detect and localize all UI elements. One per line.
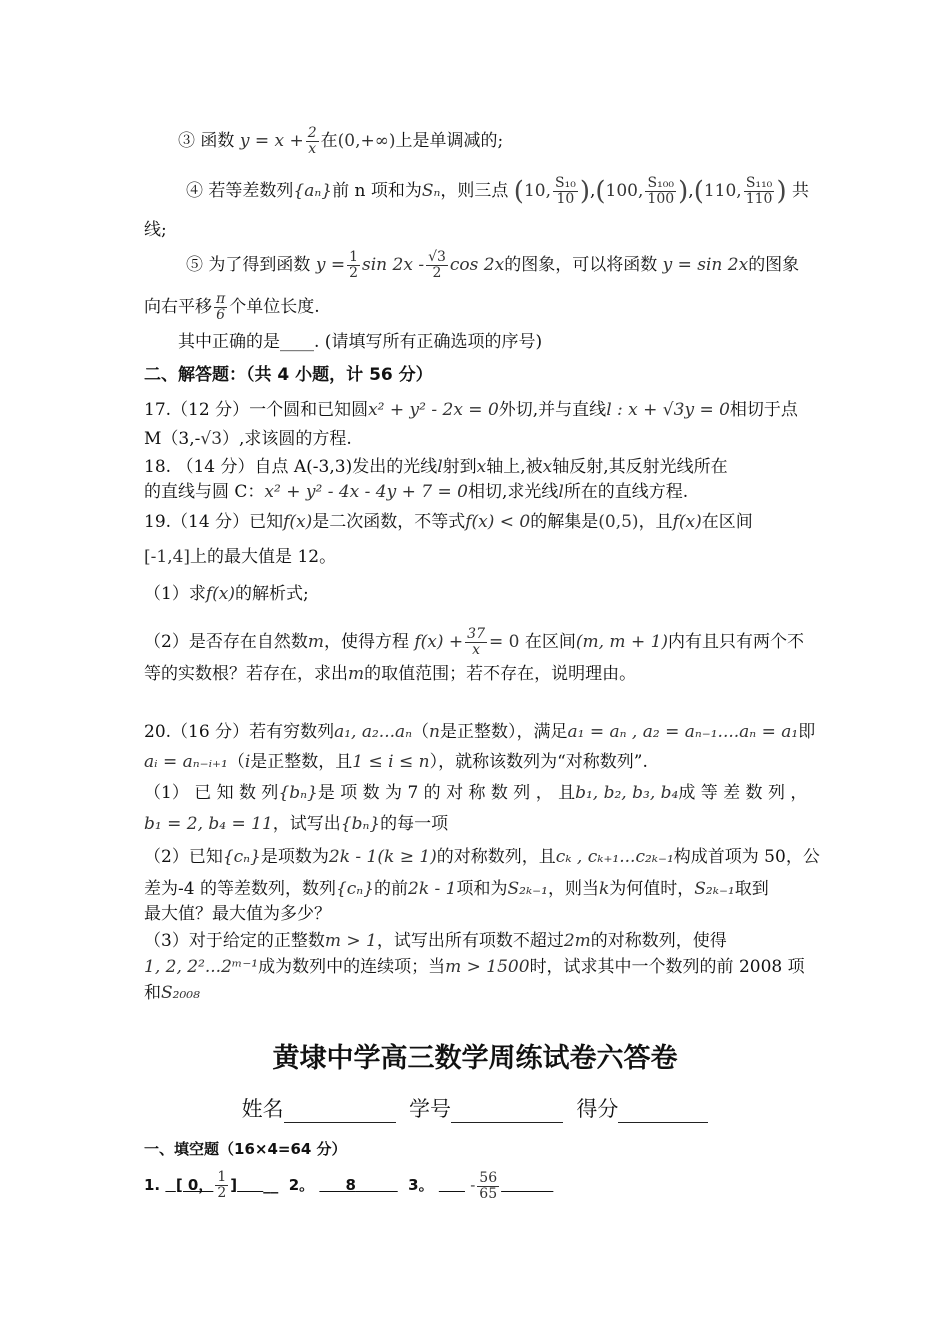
text: 相切于点 — [729, 400, 798, 420]
text: 的图象 — [748, 255, 800, 275]
text: ，试写出所有项数不超过 — [376, 931, 564, 951]
formula: a₁, a₂...aₙ — [334, 722, 413, 742]
text: ，且 — [638, 512, 673, 532]
statement-4-continued — [0, 218, 950, 242]
question-20-part-3 — [0, 929, 950, 953]
formula: aᵢ = aₙ₋ᵢ₊₁ — [144, 752, 228, 772]
text: 上的最大值是 12。 — [190, 547, 337, 567]
text: ，使得方程 — [323, 632, 409, 652]
text: 的前 — [374, 879, 409, 899]
text: （ — [412, 722, 430, 742]
interval: (0,+∞) — [337, 131, 396, 151]
question-20-part-1-continued — [0, 812, 950, 836]
text: 18. （14 分）自点 A(-3,3)发出的光线 — [144, 457, 438, 477]
text: ，则三点 — [440, 181, 509, 201]
point-2-x: 100, — [605, 181, 644, 201]
answer-3-label: 3。 — [408, 1176, 434, 1194]
text: ）,求该圆的方程. — [222, 429, 352, 449]
text: 轴上,被 — [486, 457, 543, 477]
formula: cₖ , cₖ₊₁...c₂ₖ₋₁ — [555, 847, 674, 867]
formula: m > 1 — [324, 931, 377, 951]
point-1-fraction: $\frac{\text{S₁₀}}{10}$ — [555, 175, 576, 207]
text: （2）是否存在自然数 — [144, 632, 308, 652]
symbol: l — [558, 482, 564, 502]
text: （ — [227, 752, 245, 772]
formula: (0,5) — [598, 512, 639, 532]
question-19-part-1 — [0, 582, 950, 606]
text: 的直线与圆 C： — [144, 482, 265, 502]
answer-2-label: 2。 — [288, 1176, 315, 1194]
symbol: m — [307, 632, 324, 652]
question-19-continued — [0, 545, 950, 569]
formula: f(x) — [205, 584, 235, 604]
fraction: $\frac{1}{2}$ — [349, 249, 358, 281]
formula: S₂ₖ₋₁ — [507, 879, 548, 899]
fraction: $\frac{2}{x}$ — [307, 125, 317, 157]
text: 线; — [144, 220, 167, 240]
symbol: l — [437, 457, 443, 477]
question-20-part-3-continued — [0, 955, 950, 979]
text: 的对称数列，且 — [436, 847, 556, 867]
symbol: n — [429, 722, 440, 742]
score-label: 得分 — [576, 1097, 619, 1121]
text: 的取值范围；若不存在，说明理由。 — [364, 664, 637, 684]
text: 的对称数列，使得 — [590, 931, 727, 951]
student-id-field[interactable] — [451, 1102, 563, 1123]
text: 20.（16 分）若有穷数列 — [144, 722, 335, 742]
point-2-fraction: $\frac{\text{S₁₀₀}}{100}$ — [647, 175, 675, 207]
text: 19.（14 分）已知 — [144, 512, 284, 532]
text: 为何值时， — [609, 879, 695, 899]
text: 的每一项 — [380, 814, 449, 834]
text: 差为-4 的等差数列，数列 — [144, 879, 336, 899]
formula: 2k - 1 — [408, 879, 457, 899]
question-19 — [0, 510, 950, 534]
formula: 2m — [563, 931, 591, 951]
point-3-fraction: $\frac{\text{S₁₁₀}}{110}$ — [745, 175, 773, 207]
formula: 1 ≤ i ≤ n — [352, 752, 430, 772]
text: 是项数为 — [260, 847, 329, 867]
symbol: m — [348, 664, 365, 684]
answer-1-label: 1. — [144, 1176, 161, 1194]
text: （3）对于给定的正整数 — [144, 931, 325, 951]
formula: {cₙ} — [222, 847, 261, 867]
radical: √3 — [200, 429, 223, 449]
question-19-part-2 — [0, 627, 950, 658]
text: 向右平移 — [144, 297, 212, 317]
text: 和 — [144, 983, 161, 1003]
question-17-continued — [0, 427, 950, 451]
formula: {cₙ} — [335, 879, 375, 899]
statement-3-label: ③ 函数 — [178, 131, 235, 151]
id-label: 学号 — [409, 1097, 451, 1121]
student-info-row — [0, 1093, 950, 1123]
formula: f(x) — [283, 512, 313, 532]
formula: b₁, b₂, b₃, b₄ — [575, 783, 679, 803]
text: 构成首项为 50，公 — [673, 847, 820, 867]
question-18 — [0, 455, 950, 479]
symbol: k — [598, 879, 610, 899]
formula: = 0 — [488, 632, 520, 652]
question-20-part-3-end — [0, 981, 950, 1005]
text: 取到 — [734, 879, 769, 899]
text: 所在的直线方程. — [563, 482, 689, 502]
text: 前 n 项和为 — [332, 181, 422, 201]
text: 在区间 — [701, 512, 753, 532]
text: M（3,- — [144, 429, 201, 449]
formula: {bₙ} — [340, 814, 381, 834]
text: （2）已知 — [144, 847, 223, 867]
sequence: {aₙ} — [293, 181, 333, 201]
fraction: $\frac{√3}{2}$ — [428, 249, 446, 281]
line-equation: l : x + √3y = 0 — [606, 400, 730, 420]
formula: y = x + — [239, 131, 304, 151]
text: 项和为 — [456, 879, 508, 899]
formula: y = — [315, 255, 346, 275]
text: 成为数列中的连续项；当 — [258, 957, 446, 977]
text: 是 项 数 为 7 的 对 称 数 列 ， 且 — [317, 783, 576, 803]
formula: (m, m + 1) — [575, 632, 669, 652]
text: 在 — [320, 131, 338, 151]
section-heading-fill-in: 一、填空题（16×4=64 分） — [144, 1140, 347, 1158]
question-20 — [0, 720, 950, 744]
question-20-part-2 — [0, 845, 950, 869]
text: （1）求 — [144, 584, 206, 604]
fraction: $\frac{37}{x}$ — [467, 626, 485, 658]
question-19-part-2-continued — [0, 662, 950, 686]
text: ，试写出 — [272, 814, 341, 834]
formula: 2k - 1(k ≥ 1) — [328, 847, 437, 867]
answer-2: 8 — [345, 1176, 356, 1194]
section-heading: 二、解答题：（共 4 小题，计 56 分） — [144, 365, 433, 385]
circle-equation: x² + y² - 2x = 0 — [368, 400, 499, 420]
text: 是正整数，且 — [250, 752, 353, 772]
circle-equation: x² + y² - 4x - 4y + 7 = 0 — [264, 482, 468, 502]
formula: y = sin 2x — [662, 255, 749, 275]
fill-prompt: 其中正确的是____. (请填写所有正确选项的序号) — [178, 332, 543, 352]
answer-3-blank — [439, 1176, 465, 1194]
text: 轴反射,其反射光线所在 — [552, 457, 728, 477]
point-3-x: 110, — [703, 181, 742, 201]
answer-1: [ 0， $\frac{1}{2}$ ] — [175, 1169, 238, 1201]
text: 射到 — [442, 457, 477, 477]
formula: m > 1500 — [445, 957, 530, 977]
formula: f(x) — [672, 512, 702, 532]
text: 的图象，可以将函数 — [504, 255, 658, 275]
text: 个单位长度. — [229, 297, 320, 317]
statement-5 — [0, 250, 950, 281]
formula: f(x) < 0 — [465, 512, 531, 532]
formula: S₂ₖ₋₁ — [694, 879, 735, 899]
text: 上是单调减的; — [395, 131, 504, 151]
statement-5-continued — [0, 292, 950, 323]
text: ，则当 — [547, 879, 599, 899]
answers-row: 1. [ 0， $\frac{1}{2}$ ] __ 2。 8 3。 - $\frac{56}{65}$ — [0, 1170, 950, 1202]
text: 的解集是 — [530, 512, 599, 532]
question-20-continued — [0, 750, 950, 774]
question-20-part-2-end: 最大值？最大值为多少？ — [144, 904, 331, 924]
formula: cos 2x — [449, 255, 505, 275]
symbol: x — [542, 457, 553, 477]
question-17 — [0, 398, 950, 422]
text: 等的实数根？若存在，求出 — [144, 664, 348, 684]
statement-3 — [0, 126, 950, 157]
fraction: $\frac{\pi}{6}$ — [216, 291, 226, 323]
symbol: i — [244, 752, 251, 772]
statement-5-label: ⑤ 为了得到函数 — [186, 255, 311, 275]
question-20-part-1 — [0, 781, 950, 805]
text: 即 — [798, 722, 816, 742]
point-1-x: 10, — [523, 181, 551, 201]
text: 17.（12 分）一个圆和已知圆 — [144, 400, 369, 420]
question-20-part-2-continued — [0, 877, 950, 901]
text: 是正整数），满足 — [439, 722, 568, 742]
text: 外切,并与直线 — [498, 400, 607, 420]
statement-4: ④ 若等差数列{aₙ}前 n 项和为Sₙ，则三点 (10, $\frac{\text{S₁₀}}{10}$ ),(100, $\frac{\text{S₁₀₀}}{100}$ ),(110, $\frac{\text{S₁₁₀}}{110}$ ) 共 — [186, 175, 810, 207]
formula: f(x) + — [414, 632, 464, 652]
score-field[interactable] — [618, 1102, 708, 1123]
symbol: x — [476, 457, 487, 477]
text: 在区间 — [524, 632, 576, 652]
statement-4-label: ④ 若等差数列 — [186, 181, 294, 201]
text: 是二次函数，不等式 — [312, 512, 466, 532]
name-field[interactable] — [284, 1102, 396, 1123]
formula: {bₙ} — [278, 783, 318, 803]
text: 共 — [792, 181, 810, 201]
answer-3: - $\frac{56}{65}$ — [470, 1169, 498, 1202]
text: （1） 已 知 数 列 — [144, 783, 279, 803]
text: 成 等 差 数 列 ， — [678, 783, 808, 803]
formula: sin 2x - — [362, 255, 425, 275]
formula: a₁ = aₙ , a₂ = aₙ₋₁....aₙ = a₁ — [567, 722, 799, 742]
text: ），就称该数列为“对称数列”. — [429, 752, 648, 772]
text: 的解析式; — [234, 584, 309, 604]
name-label: 姓名 — [241, 1097, 284, 1121]
text: 相切,求光线 — [467, 482, 559, 502]
formula: b₁ = 2, b₄ = 11 — [144, 814, 273, 834]
answer-sheet-title: 黄埭中学高三数学周练试卷六答卷 — [272, 1043, 678, 1074]
formula: 1, 2, 2²...2ᵐ⁻¹ — [144, 957, 259, 977]
formula: [-1,4] — [144, 547, 191, 567]
text: 内有且只有两个不 — [668, 632, 805, 652]
text: 时，试求其中一个数列的前 2008 项 — [529, 957, 805, 977]
formula: S₂₀₀₈ — [161, 983, 200, 1003]
sum-symbol: Sₙ — [421, 181, 441, 201]
question-18-continued — [0, 480, 950, 504]
